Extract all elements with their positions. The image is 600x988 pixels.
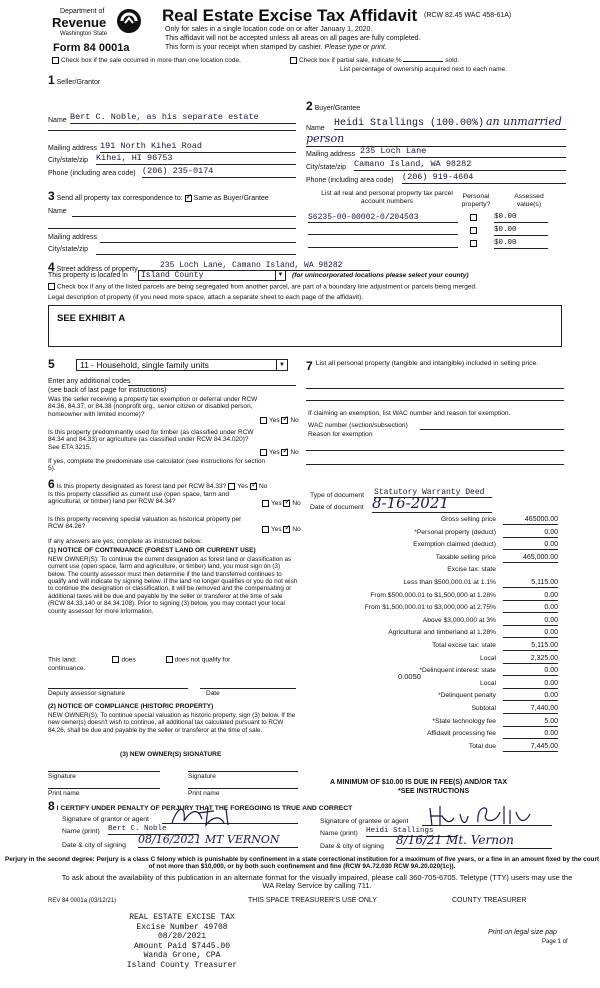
tax-row-label: Exemption claimed (deduct) xyxy=(413,541,496,549)
perjury-text: Perjury in the second degree: Perjury is a class C felony which is punishable by confinement in a state correctional institution for a maximum of five years, or a fine in an amount fixed by the court of not more than $10,000, or by both such confinement and fine (RCW 9A.72.030 RCW 9A.20.020(1c)). xyxy=(4,856,600,871)
legal-desc-text: SEE EXHIBIT A xyxy=(57,313,126,324)
parcel-row xyxy=(308,213,566,223)
current-use-yes-no xyxy=(262,500,301,508)
legal-desc-label: Legal description of property (if you need more space, attach a separate sheet to each page of the affidavit). xyxy=(48,294,364,301)
county-select[interactable] xyxy=(138,270,286,281)
timber-no-checkbox[interactable] xyxy=(281,449,288,456)
same-as-buyer-label: Same as Buyer/Grantee xyxy=(193,195,269,202)
form-number: Form 84 0001a xyxy=(53,42,130,54)
tax-row-value[interactable]: 5.00 xyxy=(503,718,558,727)
owner-print-label2: Print name xyxy=(188,790,220,797)
tax-row-label: *State technology fee xyxy=(432,717,496,725)
tax-row xyxy=(308,655,558,665)
reason-line2 xyxy=(306,464,564,465)
section3-mail-line xyxy=(100,242,296,243)
tax-row xyxy=(308,541,558,551)
section7-text: List all personal property (tangible and intangible) included in selling price. xyxy=(315,360,539,367)
tax-row-label: Local xyxy=(480,679,496,687)
segregated-label: Check box if any of the listed parcels are being segregated from another parcel, are part of a boundary line adjustment or parcels being merged. xyxy=(57,283,478,291)
tax-row-value[interactable]: 0.00 xyxy=(503,604,558,613)
tax-row-label: Affidavit processing fee xyxy=(426,730,496,738)
section3-mail-label: Mailing address xyxy=(48,234,98,241)
doc-type-field[interactable]: Statutory Warranty Deed xyxy=(374,488,492,498)
certify-text: I CERTIFY UNDER PENALTY OF PERJURY THAT THE FOREGOING IS TRUE AND CORRECT xyxy=(56,805,353,812)
treasurer-use-label: THIS SPACE TREASURER'S USE ONLY xyxy=(248,897,377,904)
dept-line2: Revenue xyxy=(52,15,107,30)
grantee-name-field[interactable]: Heidi Stallings xyxy=(366,827,456,837)
header-note3-b: Please type or print. xyxy=(324,44,387,51)
section3-num: 3 xyxy=(48,189,55,203)
tax-row xyxy=(308,566,558,576)
buyer-heading xyxy=(306,100,360,114)
doc-type-label: Type of document xyxy=(310,492,365,499)
yes-label: Yes xyxy=(269,417,280,425)
multi-location-checkbox-row xyxy=(52,57,241,65)
street-label: Street address of property xyxy=(56,266,138,273)
section3-name-line2 xyxy=(48,228,296,229)
grantee-date-field[interactable]: 8/16/21 Mt. Vernon xyxy=(396,834,552,849)
timber-question: Is this property predominantly used for timber (as classified under RCW 84.34 and 84.33) or agriculture (as classified under RCW 84.34.020)? See ETA 3215. xyxy=(48,429,254,451)
no-label: No xyxy=(292,500,301,508)
historic-question: Is this property receiving special valuation as historical property per RCW 84.26? xyxy=(48,516,242,531)
buyer-mail-field[interactable]: 235 Loch Lane xyxy=(360,147,566,158)
land-does-label: does xyxy=(121,656,136,664)
minimum-note: A MINIMUM OF $10.00 IS DUE IN FEE(S) AND/OR TAX xyxy=(330,779,508,786)
historic-yes-checkbox[interactable] xyxy=(262,526,269,533)
section7-heading xyxy=(306,360,564,374)
parcel-number-field[interactable] xyxy=(308,239,458,248)
reason-line1 xyxy=(306,450,564,451)
parcel-number-field[interactable] xyxy=(308,226,458,235)
assessed-col-header: Assessed value(s) xyxy=(514,193,544,208)
tax-row xyxy=(308,718,558,728)
section3-city-label: City/state/zip xyxy=(48,246,89,253)
use-code-value: 11 - Household, single family units xyxy=(80,360,209,370)
segregated-checkbox[interactable] xyxy=(48,283,55,290)
owner-sig-label1: Signature xyxy=(48,773,76,780)
form-revision: REV 84 0001a (03/12/21) xyxy=(48,898,117,904)
multi-location-checkbox[interactable] xyxy=(52,57,59,64)
tax-row-value[interactable]: 465000.00 xyxy=(503,516,558,525)
this-land-row xyxy=(48,656,230,664)
tax-row-label: Gross selling price xyxy=(440,516,496,523)
seller-phone-label: Phone (including area code) xyxy=(48,170,136,177)
new-owner-sig-heading: (3) NEW OWNER(S) SIGNATURE xyxy=(120,751,222,758)
partial-sale-checkbox[interactable] xyxy=(290,57,297,64)
tax-row-value[interactable]: 7,445.00 xyxy=(503,743,558,752)
current-use-question: Is this property classified as current use (open space, farm and agricultural, or timber) land per RCW 84.34? xyxy=(48,491,230,506)
tax-row-value[interactable]: 0.00 xyxy=(503,541,558,550)
section3-heading xyxy=(48,190,269,204)
answers-note: If any answers are yes, complete as instructed below. xyxy=(48,538,202,545)
seller-mail-label: Mailing address xyxy=(48,145,98,152)
section4-num: 4 xyxy=(48,260,55,274)
buyer-phone-label: Phone (including area code) xyxy=(306,177,394,184)
tax-row-value[interactable]: 0.00 xyxy=(503,617,558,626)
owner-print-line1 xyxy=(48,788,160,789)
seller-name-field[interactable]: Bert C. Noble, as his separate estate xyxy=(70,113,296,124)
section3-name-line xyxy=(72,216,296,217)
forest-no-checkbox[interactable] xyxy=(250,483,257,490)
personal-col-header: Personal property? xyxy=(461,193,491,208)
partial-sold-label: sold. xyxy=(445,57,459,65)
seller-name-line2 xyxy=(48,130,296,131)
partial-sale-label: Check box if partial sale, indicate % xyxy=(299,57,402,65)
header-note2: This affidavit will not be accepted unless all areas on all pages are fully completed. xyxy=(165,35,421,42)
owner-sig-label2: Signature xyxy=(188,773,216,780)
tax-row-value[interactable]: 0.00 xyxy=(503,692,558,701)
tax-row-label: From $1,500,000.01 to $3,000,000 at 2.75% xyxy=(364,604,496,612)
county-label: This property is located in xyxy=(48,272,128,279)
tax-row xyxy=(308,667,558,677)
grantee-sig-label: Signature of grantee or agent xyxy=(320,818,409,825)
ownership-note: List percentage of ownership acquired next to each name. xyxy=(340,66,507,73)
buyer-city-field[interactable]: Camano Island, WA 98282 xyxy=(354,160,566,171)
tax-row-label: Above $3,000,000 at 3% xyxy=(422,616,496,624)
owner-print-label1: Print name xyxy=(48,790,80,797)
wa-logo-icon xyxy=(116,8,142,34)
tax-row-value[interactable]: 0.00 xyxy=(503,680,558,689)
section7-line2 xyxy=(306,400,564,401)
timber-note: If yes, complete the predominate use calculator (see instructions for section 5). xyxy=(48,458,266,473)
reason-label: Reason for exemption xyxy=(308,431,373,438)
historic-yes-no xyxy=(262,526,301,534)
seller-name-label: Name xyxy=(48,117,67,124)
exemption-yes-checkbox[interactable] xyxy=(260,417,267,424)
dept-line3: Washington State xyxy=(60,31,108,37)
parcel-number-field[interactable]: S6235-00-00002-0/204503 xyxy=(308,213,458,223)
tax-row-value[interactable]: 0.00 xyxy=(503,629,558,638)
tax-row-value[interactable]: 2,325.00 xyxy=(503,655,558,664)
buyer-name-hand1: an unmarried xyxy=(485,115,562,128)
tax-row-label: *Personal property (deduct) xyxy=(414,528,496,536)
seller-phone-field[interactable]: (206) 235-0174 xyxy=(142,167,296,178)
tax-row-value[interactable]: 465,000.00 xyxy=(503,554,558,563)
deputy-date-line xyxy=(200,688,296,689)
dept-line1: Department of xyxy=(60,8,105,15)
historic-no-checkbox[interactable] xyxy=(283,526,290,533)
wac-label: WAC number (section/subsection) xyxy=(308,422,408,429)
assessed-value-field[interactable]: $0.00 xyxy=(494,226,548,236)
continuance-text: NEW OWNER(S): To continue the current designation as forest land or classification as current use (open space, farm and agriculture, or timber) land, you must sign on (3) below. The county assessor must then determine if the land transferred continues to qualify and will indicate by signing below. If the land no longer qualifies or you do not wish to continue the designation or classification, it will be removed and the compensating or additional taxes will be due and payable by the seller or transferor at the time of sale (RCW 84.33.140 or 84.34.108). Prior to signing (3) below, you may contact your local county assessor for more information. xyxy=(48,556,298,615)
tax-row-value[interactable]: 5,115.00 xyxy=(503,642,558,651)
grantee-date-label: Date & city of signing xyxy=(320,843,384,850)
tax-row-value[interactable]: 0.00 xyxy=(503,529,558,538)
chevron-down-icon: ▼ xyxy=(275,271,285,280)
segregated-row xyxy=(48,283,477,291)
tax-row xyxy=(308,705,558,715)
tax-row xyxy=(308,692,558,702)
no-label: No xyxy=(292,526,301,534)
seller-num: 1 xyxy=(48,73,55,87)
tax-row-value[interactable]: 5,115.00 xyxy=(503,579,558,588)
exemption-claim-label: If claiming an exemption, list WAC number and reason for exemption. xyxy=(308,410,511,417)
form-rcw: (RCW 82.45 WAC 458-61A) xyxy=(424,12,512,19)
tax-row-label: Local xyxy=(480,654,496,662)
buyer-name-hand2[interactable]: person xyxy=(306,133,566,147)
deputy-date-label: Date xyxy=(206,690,220,697)
tax-row-label: *Delinquent penalty xyxy=(438,692,496,700)
section3-text: Send all property tax correspondence to: xyxy=(56,195,183,202)
county-select-value: Island County xyxy=(141,271,204,280)
grantor-sig-label: Signature of grantor or agent xyxy=(62,816,149,823)
tax-row-label: Excise tax: state xyxy=(447,566,496,574)
personal-property-checkbox[interactable] xyxy=(470,240,477,247)
grantee-signature xyxy=(426,802,536,830)
buyer-city-label: City/state/zip xyxy=(306,164,347,171)
tax-row xyxy=(308,592,558,602)
tax-row xyxy=(308,743,558,753)
continuance-heading: (1) NOTICE OF CONTINUANCE (FOREST LAND OR CURRENT USE) xyxy=(48,547,256,554)
seller-city-field[interactable]: Kihei, HI 96753 xyxy=(96,154,296,165)
tax-row xyxy=(308,680,558,690)
no-label: No xyxy=(259,483,268,490)
tax-row-label: *Delinquent interest: state xyxy=(419,667,496,675)
timber-yes-checkbox[interactable] xyxy=(260,449,267,456)
same-as-buyer-checkbox[interactable] xyxy=(185,195,192,202)
seller-mail-field[interactable]: 191 North Kihei Road xyxy=(100,142,296,153)
tax-row-label: Taxable selling price xyxy=(435,553,496,561)
tax-row-label: Total due xyxy=(468,742,496,750)
land-does-not-label: does not qualify for xyxy=(174,656,231,664)
stamp-line: 08/20/2021 xyxy=(157,932,206,942)
tax-row-label: Total excise tax: state xyxy=(432,642,496,649)
additional-codes-label: Enter any additional codes xyxy=(48,378,131,385)
parcel-col-header: List all real and personal property tax parcel account numbers xyxy=(321,190,453,205)
tax-row xyxy=(308,604,558,614)
historic-text: NEW OWNER(S): To continue special valuation as historic property, sign (3) below. If the new owner(s) doesn't wish to continue, all additional tax calculated pursuant to RCW 84.26, shall be due and payable by the seller or transferor at the time of sale. xyxy=(48,712,296,734)
seller-city-label: City/state/zip xyxy=(48,157,89,164)
exemption-yes-no xyxy=(260,417,299,425)
grantor-date-field[interactable]: 08/16/2021 MT VERNON xyxy=(138,834,298,848)
buyer-mail-label: Mailing address xyxy=(306,151,356,158)
tax-row-label: From $500,000.01 to $1,500,000 at 1.28% xyxy=(370,591,496,599)
tax-row-label: Agricultural and timberland at 1.28% xyxy=(388,629,496,637)
no-label: No xyxy=(290,417,299,425)
legal-size-note: Print on legal size pap xyxy=(488,929,557,936)
deputy-sig-label: Deputy assessor signature xyxy=(48,690,125,697)
additional-codes-note: (see back of last page for instructions) xyxy=(48,387,167,394)
header-note3 xyxy=(165,44,387,52)
tax-row-label: Subtotal xyxy=(471,705,496,712)
tax-row xyxy=(308,730,558,740)
header-note1: Only for sales in a single location code on or after January 1, 2020. xyxy=(165,26,373,33)
grantor-date-label: Date & city of signing xyxy=(62,842,126,849)
tax-row-value[interactable]: 7,440.00 xyxy=(503,705,558,714)
no-label: No xyxy=(290,449,299,457)
treasurer-stamp xyxy=(108,913,256,971)
grantee-name-label: Name (print) xyxy=(320,830,358,837)
partial-sale-row xyxy=(290,57,459,65)
yes-label: Yes xyxy=(271,500,282,508)
use-code-select[interactable] xyxy=(76,359,288,371)
owner-sig-line2 xyxy=(188,771,298,772)
buyer-heading-label: Buyer/Grantee xyxy=(314,105,361,112)
header-note3-a: This form is your receipt when stamped by cashier. xyxy=(165,44,323,51)
alt-format-text: To ask about the availability of this publication in an alternate format for the visually impaired, please call 360-705-6705. Teletype (TTY) users may use the WA Relay Service by calling 711. xyxy=(61,873,573,891)
tax-row xyxy=(308,617,558,627)
forest-yes-checkbox[interactable] xyxy=(228,483,235,490)
yes-label: Yes xyxy=(271,526,282,534)
county-treasurer-label: COUNTY TREASURER xyxy=(452,897,527,904)
deputy-sig-line xyxy=(48,688,188,689)
tax-row-value[interactable]: 0.00 xyxy=(503,730,558,739)
partial-percent-field[interactable] xyxy=(403,61,443,62)
exemption-no-checkbox[interactable] xyxy=(281,417,288,424)
buyer-phone-field[interactable]: (206) 919-4604 xyxy=(402,173,566,184)
forest-question xyxy=(48,478,306,492)
form-title: Real Estate Excise Tax Affidavit xyxy=(162,6,418,25)
assessed-value-field[interactable]: $0.00 xyxy=(494,213,548,223)
section7-num: 7 xyxy=(306,359,313,373)
page-number: Page 1 of xyxy=(542,939,568,945)
tax-row xyxy=(308,529,558,539)
buyer-name-label: Name xyxy=(306,125,325,132)
additional-codes-line xyxy=(128,385,296,386)
stamp-line: Wanda Grone, CPA xyxy=(143,951,221,961)
tax-row xyxy=(308,642,558,652)
local-rate: 0.0050 xyxy=(398,672,421,681)
chevron-down-icon: ▼ xyxy=(276,360,287,370)
tax-row xyxy=(308,629,558,639)
land-does-checkbox[interactable] xyxy=(112,656,119,663)
stamp-line: Amount Paid $7445.00 xyxy=(133,941,230,951)
doc-date-label: Date of document xyxy=(310,504,364,511)
multi-location-label: Check box if the sale occurred in more than one location code. xyxy=(61,57,241,65)
owner-print-line2 xyxy=(188,788,298,789)
parcel-row xyxy=(308,226,566,236)
forest-question-text: Is this property designated as forest land per RCW 84.33? xyxy=(56,483,227,490)
tax-row xyxy=(308,579,558,589)
yes-label: Yes xyxy=(237,483,249,490)
this-land-label: This land: xyxy=(48,656,77,664)
section8-num: 8 xyxy=(48,799,55,813)
section5-num: 5 xyxy=(48,357,55,371)
grantor-name-label: Name (print) xyxy=(62,828,100,835)
street-field[interactable]: 235 Loch Lane, Camano Island, WA 98282 xyxy=(160,261,370,271)
seller-heading-label: Seller/Grantor xyxy=(56,79,101,86)
tax-row-value[interactable]: 0.00 xyxy=(503,667,558,676)
assessed-value-field[interactable]: $0.00 xyxy=(494,239,548,249)
county-note: (for unincorporated locations please select your county) xyxy=(292,272,469,279)
historic-heading: (2) NOTICE OF COMPLIANCE (HISTORIC PROPERTY) xyxy=(48,703,214,710)
current-use-yes-checkbox[interactable] xyxy=(262,500,269,507)
stamp-line: Excise Number 49708 xyxy=(136,922,228,932)
timber-yes-no xyxy=(260,449,299,457)
tax-row-label: Less than $500,000.01 at 1.1% xyxy=(403,579,496,586)
section7-line1 xyxy=(306,388,564,389)
seller-heading xyxy=(48,74,100,88)
parcel-row xyxy=(308,239,566,249)
current-use-no-checkbox[interactable] xyxy=(283,500,290,507)
tax-row xyxy=(308,516,558,526)
land-does-not-checkbox[interactable] xyxy=(166,656,173,663)
buyer-name-field[interactable] xyxy=(334,116,566,130)
personal-property-checkbox[interactable] xyxy=(470,227,477,234)
section3-city-line xyxy=(96,254,296,255)
legal-desc-box[interactable] xyxy=(48,305,562,347)
section6-num: 6 xyxy=(48,477,55,491)
tax-row-value[interactable]: 0.00 xyxy=(503,592,558,601)
tax-row xyxy=(308,554,558,564)
yes-label: Yes xyxy=(269,449,280,457)
grantor-name-field[interactable]: Bert C. Noble xyxy=(108,825,198,835)
section3-name-label: Name xyxy=(48,208,67,215)
personal-property-checkbox[interactable] xyxy=(470,214,477,221)
wac-line xyxy=(420,429,564,430)
doc-date-field[interactable]: 8-16-2021 xyxy=(372,495,492,513)
continuance-word: continuance. xyxy=(48,665,86,672)
see-instructions: *SEE INSTRUCTIONS xyxy=(398,788,470,795)
buyer-name-typed: Heidi Stallings (100.00%) xyxy=(334,118,485,129)
owner-sig-line1 xyxy=(48,771,160,772)
stamp-line: REAL ESTATE EXCISE TAX xyxy=(129,913,235,922)
stamp-line: Island County Treasurer xyxy=(126,960,238,970)
exemption-question: Was the seller receiving a property tax exemption or deferral under RCW 84.36, 84.37, or 84.38 (nonprofit org., senior citizen or disabled person, homeowner with limited income)? xyxy=(48,396,258,418)
buyer-num: 2 xyxy=(306,99,313,113)
